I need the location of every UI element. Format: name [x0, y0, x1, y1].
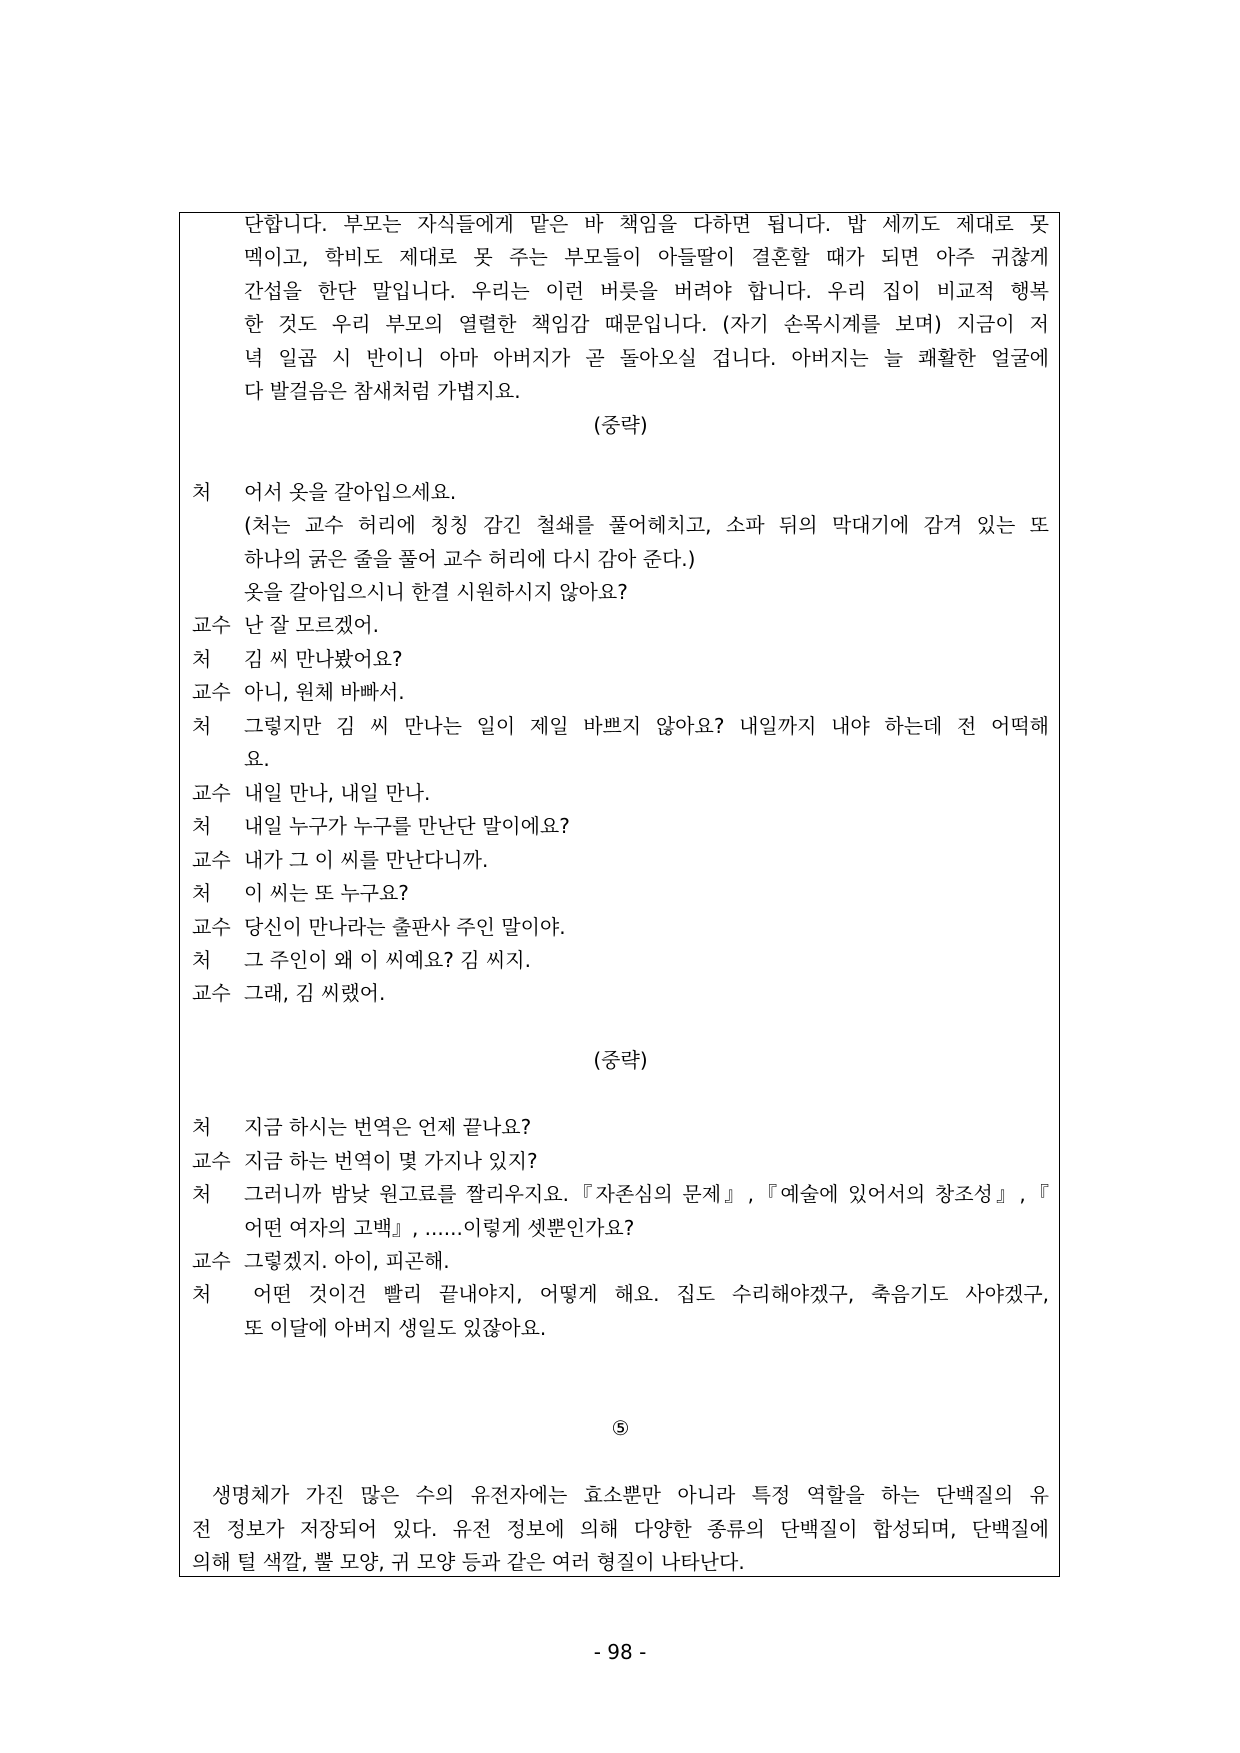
dialogue-turn	[192, 911, 1049, 944]
dialogue-line: 지금 하시는 번역은 언제 끝나요?	[244, 1115, 532, 1140]
body-paragraph	[192, 1479, 1049, 1577]
paragraph-line: 생명체가 가진 많은 수의 유전자에는 효소뿐만 아니라 특정 역할을 하는 단백질의 유	[212, 1483, 1049, 1508]
dialogue-text	[244, 476, 1049, 610]
dialogue-text	[244, 911, 1049, 944]
blank-line	[192, 1011, 1049, 1044]
dialogue-text	[244, 1245, 1049, 1278]
dialogue-line: 당신이 만나라는 출판사 주인 말이야.	[244, 914, 566, 939]
speaker-label: 처	[192, 713, 212, 738]
speaker-label: 처	[192, 947, 212, 972]
speech-line: 한 것도 우리 부모의 열렬한 책임감 때문입니다. (자기 손목시계를 보며) 지금이 저	[244, 312, 1049, 337]
dialogue-turn	[192, 1245, 1049, 1278]
paragraph-line: 전 정보가 저장되어 있다. 유전 정보에 의해 다양한 종류의 단백질이 합성되며, 단백질에	[192, 1516, 1049, 1541]
omission-marker: (중략)	[593, 412, 648, 437]
dialogue-turn	[192, 676, 1049, 709]
speaker-label: 교수	[192, 680, 231, 705]
dialogue-turn	[192, 710, 1049, 777]
speaker-label: 교수	[192, 847, 231, 872]
blank-line	[192, 442, 1049, 475]
speaker-label: 처	[192, 881, 212, 906]
dialogue-text	[244, 676, 1049, 709]
dialogue-turn	[192, 810, 1049, 843]
dialogue-turn	[192, 777, 1049, 810]
dialogue-line: 옷을 갈아입으시니 한결 시원하시지 않아요?	[244, 579, 628, 604]
speaker-label: 교수	[192, 914, 231, 939]
dialogue-text	[244, 1278, 1049, 1345]
dialogue-line: 내일 누구가 누구를 만난단 말이에요?	[244, 814, 570, 839]
speaker-label: 교수	[192, 1148, 231, 1173]
speaker-label: 처	[192, 479, 212, 504]
dialogue-text	[244, 1178, 1049, 1245]
dialogue-line: 그래, 김 씨랬어.	[244, 981, 386, 1006]
paragraph-line: 의해 털 색깔, 뿔 모양, 귀 모양 등과 같은 여러 형질이 나타난다.	[192, 1550, 745, 1575]
dialogue-text	[244, 1111, 1049, 1144]
section-number: ⑤	[611, 1416, 630, 1441]
dialogue-line: 또 이달에 아버지 생일도 있잖아요.	[244, 1315, 547, 1340]
dialogue-turn	[192, 1145, 1049, 1178]
dialogue-line: 그러니까 밤낮 원고료를 짤리우지요.『자존심의 문제』,『예술에 있어서의 창조성』,『	[244, 1182, 1049, 1207]
dialogue-text	[244, 777, 1049, 810]
speech-line: 녁 일곱 시 반이니 아마 아버지가 곧 돌아오실 겁니다. 아버지는 늘 쾌활한 얼굴에	[244, 345, 1049, 370]
dialogue-line: 내일 만나, 내일 만나.	[244, 780, 431, 805]
dialogue-text	[244, 1145, 1049, 1178]
dialogue-text	[244, 877, 1049, 910]
dialogue-line: 이 씨는 또 누구요?	[244, 881, 409, 906]
dialogue-turn	[192, 1178, 1049, 1245]
dialogue-text	[244, 844, 1049, 877]
page-number: - 98 -	[593, 1640, 647, 1664]
dialogue-text	[244, 810, 1049, 843]
dialogue-line: 내가 그 이 씨를 만난다니까.	[244, 847, 489, 872]
speaker-label: 교수	[192, 780, 231, 805]
dialogue-line: 아니, 원체 바빠서.	[244, 680, 405, 705]
dialogue-turn	[192, 476, 1049, 610]
blank-line	[192, 1345, 1049, 1378]
dialogue-turn	[192, 1111, 1049, 1144]
dialogue-line: 그 주인이 왜 이 씨예요? 김 씨지.	[244, 947, 531, 972]
speaker-label: 교수	[192, 981, 231, 1006]
dialogue-line: 난 잘 모르겠어.	[244, 613, 379, 638]
continued-speech	[192, 212, 1049, 409]
dialogue-turn	[192, 844, 1049, 877]
speaker-label: 처	[192, 1182, 212, 1207]
dialogue-line: 김 씨 만나봤어요?	[244, 646, 403, 671]
speaker-label: 처	[192, 646, 212, 671]
dialogue-text	[244, 643, 1049, 676]
dialogue-line: 요.	[244, 747, 270, 772]
omission-marker: (중략)	[593, 1048, 648, 1073]
speech-line: 멕이고, 학비도 제대로 못 주는 부모들이 아들딸이 결혼할 때가 되면 아주 귀찮게	[244, 245, 1049, 270]
dialogue-turn	[192, 944, 1049, 977]
dialogue-text	[244, 977, 1049, 1010]
dialogue-turn	[192, 643, 1049, 676]
speech-line: 간섭을 한단 말입니다. 우리는 이런 버릇을 버려야 합니다. 우리 집이 비교적 행복	[244, 278, 1049, 303]
dialogue-line: 지금 하는 번역이 몇 가지나 있지?	[244, 1148, 538, 1173]
stage-direction-line: (처는 교수 허리에 칭칭 감긴 철쇄를 풀어헤치고, 소파 뒤의 막대기에 감겨 있는 또	[244, 513, 1049, 538]
dialogue-text	[244, 609, 1049, 642]
blank-line	[192, 1379, 1049, 1412]
speaker-label: 처	[192, 1115, 212, 1140]
dialogue-line: 어서 옷을 갈아입으세요.	[244, 479, 457, 504]
speaker-label: 교수	[192, 1249, 231, 1273]
speech-line: 다 발걸음은 참새처럼 가볍지요.	[244, 379, 521, 404]
speaker-label: 처	[192, 1282, 212, 1307]
speaker-label: 교수	[192, 613, 231, 638]
dialogue-text	[244, 944, 1049, 977]
dialogue-turn	[192, 609, 1049, 642]
dialogue-line: 그렇겠지. 아이, 피곤해.	[244, 1249, 450, 1273]
speaker-label: 처	[192, 814, 212, 839]
dialogue-turn	[192, 1278, 1049, 1345]
dialogue-turn	[192, 877, 1049, 910]
blank-line	[192, 1446, 1049, 1479]
speech-line: 단합니다. 부모는 자식들에게 맡은 바 책임을 다하면 됩니다. 밥 세끼도 제대로 못	[244, 212, 1049, 236]
box-content	[192, 212, 1049, 1577]
dialogue-text	[244, 710, 1049, 777]
text-box	[179, 212, 1060, 1577]
dialogue-line: 어떤 여자의 고백』, ......이렇게 셋뿐인가요?	[244, 1215, 635, 1240]
dialogue-line: 그렇지만 김 씨 만나는 일이 제일 바쁘지 않아요? 내일까지 내야 하는데 전 어떡해	[244, 713, 1049, 738]
blank-line	[192, 1078, 1049, 1111]
dialogue-turn	[192, 977, 1049, 1010]
dialogue-line: 어떤 것이건 빨리 끝내야지, 어떻게 해요. 집도 수리해야겠구, 축음기도 사야겠구,	[253, 1282, 1049, 1307]
stage-direction-line: 하나의 굵은 줄을 풀어 교수 허리에 다시 감아 준다.)	[244, 546, 696, 571]
